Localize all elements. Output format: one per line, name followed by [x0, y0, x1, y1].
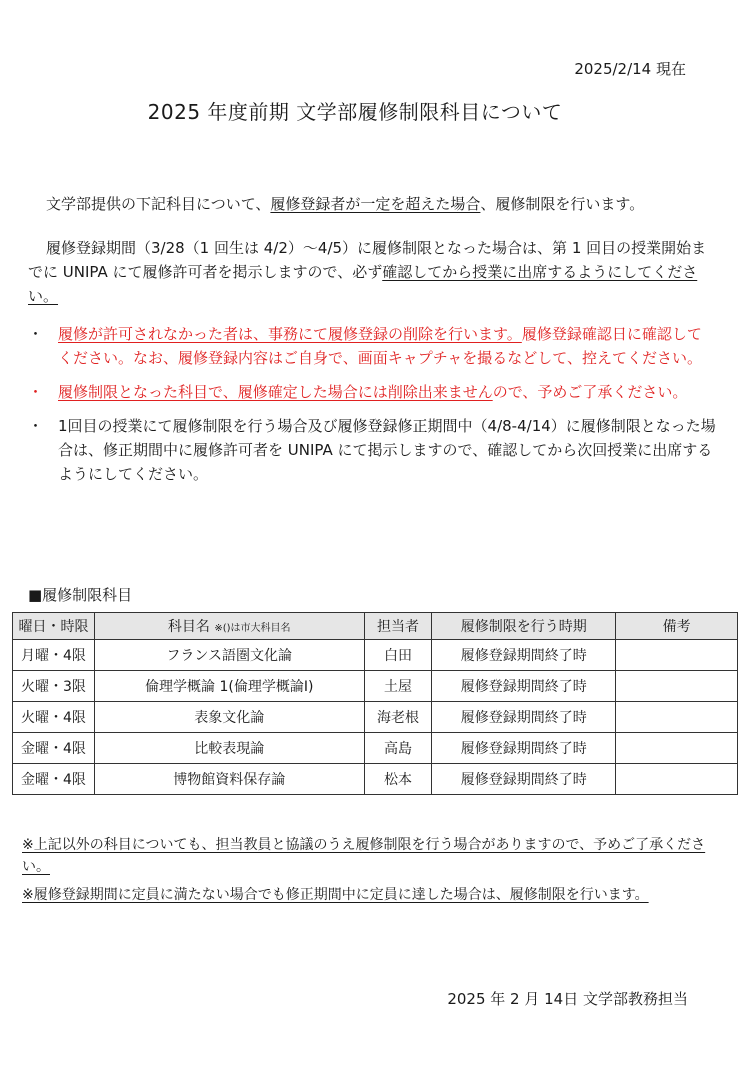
- document-title: 2025 年度前期 文学部履修制限科目について: [147, 100, 563, 124]
- cell-subject: 比較表現論: [94, 733, 364, 764]
- header-teacher: 担当者: [364, 613, 432, 640]
- footnote-item: ※履修登録期間に定員に満たない場合でも修正期間中に定員に達した場合は、履修制限を行います。: [22, 887, 649, 903]
- header-subject-note: ※()は市大科目名: [214, 623, 291, 634]
- table-row: [13, 702, 738, 733]
- bullet-marker: ・: [28, 417, 44, 435]
- cell-teacher: 松本: [364, 764, 432, 795]
- cell-day: 火曜・4限: [13, 702, 95, 733]
- footnotes: [22, 834, 722, 912]
- restricted-courses-table: [12, 612, 738, 795]
- intro-paragraph: 文学部提供の下記科目について、履修登録者が一定を超えた場合、履修制限を行います。: [46, 195, 645, 213]
- cell-subject: 表象文化論: [94, 702, 364, 733]
- section-title: ■履修制限科目: [28, 586, 133, 604]
- table-row: [13, 733, 738, 764]
- cell-day: 火曜・3限: [13, 671, 95, 702]
- cell-subject: 博物館資料保存論: [94, 764, 364, 795]
- cell-timing: 履修登録期間終了時: [432, 671, 616, 702]
- notice-bullet-list: [26, 322, 716, 496]
- header-timing: 履修制限を行う時期: [432, 613, 616, 640]
- cell-timing: 履修登録期間終了時: [432, 733, 616, 764]
- cell-day: 月曜・4限: [13, 640, 95, 671]
- registration-period-paragraph: 履修登録期間（3/28（1 回生は 4/2）～4/5）に履修制限となった場合は、第 1 回目の授業開始までに UNIPA にて履修許可者を掲示しますので、必ず確認してから授業に出席するようにしてください。: [28, 239, 707, 305]
- cell-teacher: 海老根: [364, 702, 432, 733]
- header-subject: 科目名 ※()は市大科目名: [94, 613, 364, 640]
- bullet-item-deletion: ・ 履修が許可されなかった者は、事務にて履修登録の削除を行います。履修登録確認日に確認してください。なお、履修登録内容はご自身で、画面キャプチャを撮るなどして、控えてください。: [26, 322, 716, 370]
- table-row: [13, 764, 738, 795]
- bullet-item-no-cancel: ・ 履修制限となった科目で、履修確定した場合には削除出来ませんので、予めご了承ください。: [26, 380, 716, 404]
- intro-underlined: 履修登録者が一定を超えた場合: [270, 195, 481, 213]
- cell-subject: 倫理学概論 1(倫理学概論Ⅰ): [94, 671, 364, 702]
- issuer-signature: 2025 年 2 月 14日 文学部教務担当: [447, 990, 688, 1008]
- cell-remarks: [616, 640, 738, 671]
- cell-teacher: 白田: [364, 640, 432, 671]
- cell-subject: フランス語圏文化論: [94, 640, 364, 671]
- cell-day: 金曜・4限: [13, 733, 95, 764]
- bullet-marker: ・: [28, 383, 44, 401]
- table-row: [13, 671, 738, 702]
- cell-remarks: [616, 671, 738, 702]
- header-day: 曜日・時限: [13, 613, 95, 640]
- cell-timing: 履修登録期間終了時: [432, 764, 616, 795]
- period-underlined: 確認してから授業に出席するようにしてください。: [28, 263, 698, 305]
- cell-day: 金曜・4限: [13, 764, 95, 795]
- bullet-marker: ・: [28, 325, 44, 343]
- cell-remarks: [616, 702, 738, 733]
- table-row: [13, 640, 738, 671]
- cell-teacher: 高島: [364, 733, 432, 764]
- cell-timing: 履修登録期間終了時: [432, 640, 616, 671]
- document-date: 2025/2/14 現在: [574, 60, 686, 78]
- bullet-item-revision-period: ・ 1回目の授業にて履修制限を行う場合及び履修登録修正期間中（4/8-4/14）に履修制限となった場合は、修正期間中に履修許可者を UNIPA にて掲示しますので、確認してから次回授業に出席するようにしてください。: [26, 414, 716, 486]
- header-remarks: 備考: [616, 613, 738, 640]
- cell-timing: 履修登録期間終了時: [432, 702, 616, 733]
- footnote-item: ※上記以外の科目についても、担当教員と協議のうえ履修制限を行う場合がありますので、予めご了承ください。: [22, 837, 706, 875]
- table-header-row: [13, 613, 738, 640]
- cell-remarks: [616, 733, 738, 764]
- cell-remarks: [616, 764, 738, 795]
- cell-teacher: 土屋: [364, 671, 432, 702]
